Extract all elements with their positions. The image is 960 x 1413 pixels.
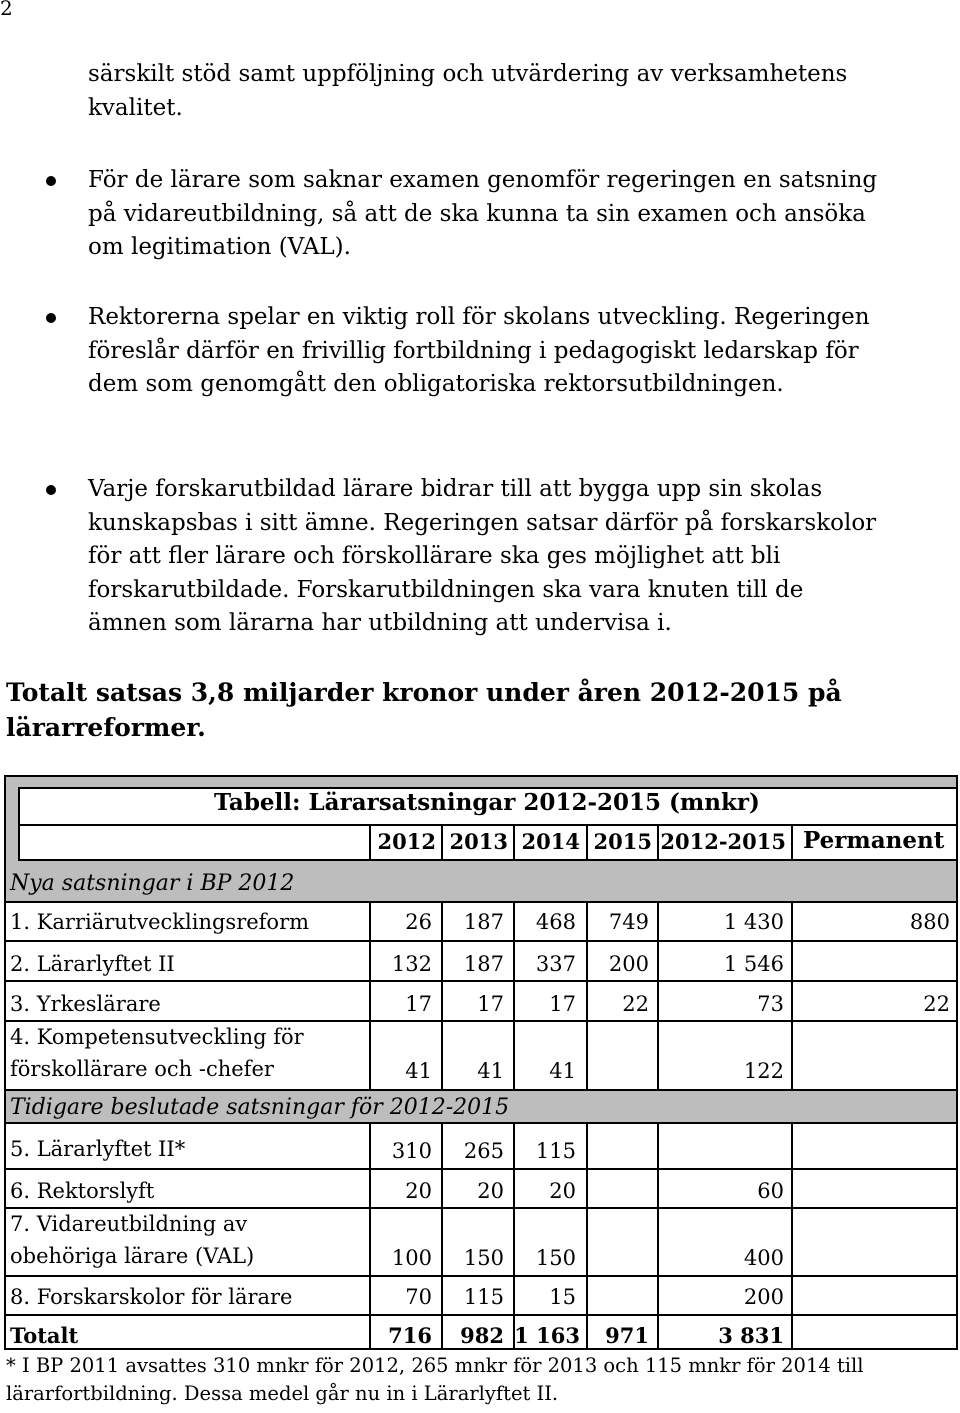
bullet-icon [46, 176, 56, 186]
column-header: 2012 [377, 829, 436, 854]
row-label: 8. Forskarskolor för lärare [10, 1285, 293, 1309]
total-cell: 1 163 [514, 1323, 580, 1348]
section-label: Nya satsningar i BP 2012 [10, 871, 295, 896]
row-label: obehöriga lärare (VAL) [10, 1244, 255, 1268]
table-cell: 1 430 [723, 910, 784, 934]
list-item [88, 473, 888, 641]
row-label: 1. Karriärutvecklingsreform [10, 910, 310, 934]
table-cell: 15 [549, 1285, 576, 1309]
table-cell: 17 [477, 992, 504, 1016]
table-cell: 17 [405, 992, 432, 1016]
table-cell: 20 [477, 1179, 504, 1203]
table-cell: 187 [463, 952, 504, 976]
table-cell: 400 [743, 1246, 784, 1270]
table-cell: 150 [463, 1246, 504, 1270]
footnote: * I BP 2011 avsattes 310 mnkr för 2012, 265 mnkr för 2013 och 115 mnkr för 2014 till lärarfortbildning. Dessa medel går nu in i Lärarlyftet II. [6, 1354, 864, 1405]
summary-heading: Totalt satsas 3,8 miljarder kronor under åren 2012-2015 på lärarreformer. [6, 678, 842, 742]
budget-table [4, 775, 958, 1350]
table-cell: 187 [463, 910, 504, 934]
table-cell: 122 [743, 1059, 784, 1083]
page-number: 2 [0, 0, 13, 20]
table-cell: 22 [923, 992, 950, 1016]
table-cell: 265 [463, 1139, 504, 1163]
table-cell: 150 [535, 1246, 576, 1270]
bullet-icon [46, 313, 56, 323]
table-title: Tabell: Lärarsatsningar 2012-2015 (mnkr) [214, 789, 760, 816]
table-cell: 41 [477, 1059, 504, 1083]
column-header: 2014 [521, 829, 580, 854]
list-item [88, 301, 888, 402]
row-label: 2. Lärarlyftet II [10, 952, 175, 976]
row-label: 4. Kompetensutveckling för [10, 1025, 304, 1049]
total-cell: 716 [388, 1323, 432, 1348]
table-cell: 22 [622, 992, 649, 1016]
table-cell: 132 [391, 952, 432, 976]
table-cell: 880 [909, 910, 950, 934]
row-label: 5. Lärarlyftet II* [10, 1137, 186, 1161]
list-item-text: För de lärare som saknar examen genomför regeringen en satsning på vidareutbildning, så att de ska kunna ta sin examen och ansöka om legitimation (VAL). [88, 167, 878, 260]
table-cell: 26 [405, 910, 432, 934]
table-cell: 337 [535, 952, 576, 976]
table-cell: 310 [391, 1139, 432, 1163]
column-header: 2013 [449, 829, 508, 854]
table-cell: 115 [535, 1139, 576, 1163]
total-cell: 982 [460, 1323, 504, 1348]
list-item-text: Varje forskarutbildad lärare bidrar till att bygga upp sin skolas kunskapsbas i sitt ämne. Regeringen satsar därför på forskarskolor för att fler lärare och förskollärare ska ges möjlighet att bli forskarutbildade. Forskarutbildningen ska vara knuten till de ämnen som lärarna har utbildning att undervisa i. [88, 476, 877, 636]
list-item-text: särskilt stöd samt uppföljning och utvärdering av verksamhetens kvalitet. [88, 61, 848, 121]
table-cell: 115 [463, 1285, 504, 1309]
list-item-text: Rektorerna spelar en viktig roll för skolans utveckling. Regeringen föreslår därför en frivillig fortbildning i pedagogiskt ledarskap för dem som genomgått den obligatoriska rektorsutbildningen. [88, 304, 870, 397]
row-label: förskollärare och -chefer [10, 1057, 274, 1081]
total-cell: 3 831 [718, 1323, 784, 1348]
table-cell: 70 [405, 1285, 432, 1309]
table-cell: 41 [405, 1059, 432, 1083]
row-label: 7. Vidareutbildning av [10, 1212, 248, 1236]
table-cell: 73 [757, 992, 784, 1016]
column-header: 2012-2015 [660, 829, 786, 854]
table-cell: 100 [391, 1246, 432, 1270]
table-cell: 41 [549, 1059, 576, 1083]
table-cell: 60 [757, 1179, 784, 1203]
total-cell: 971 [605, 1323, 649, 1348]
column-header: Permanent [803, 827, 945, 854]
list-item [88, 164, 888, 265]
column-header: 2015 [593, 829, 652, 854]
bullet-icon [46, 485, 56, 495]
list-item [88, 58, 888, 125]
total-label: Totalt [10, 1323, 79, 1348]
row-label: 3. Yrkeslärare [10, 992, 161, 1016]
row-label: 6. Rektorslyft [10, 1179, 155, 1203]
table-cell: 17 [549, 992, 576, 1016]
table-cell: 200 [608, 952, 649, 976]
table-cell: 1 546 [723, 952, 784, 976]
table-cell: 200 [743, 1285, 784, 1309]
section-label: Tidigare beslutade satsningar för 2012-2015 [10, 1095, 510, 1120]
table-cell: 20 [549, 1179, 576, 1203]
table-cell: 20 [405, 1179, 432, 1203]
table-cell: 749 [608, 910, 649, 934]
table-cell: 468 [535, 910, 576, 934]
